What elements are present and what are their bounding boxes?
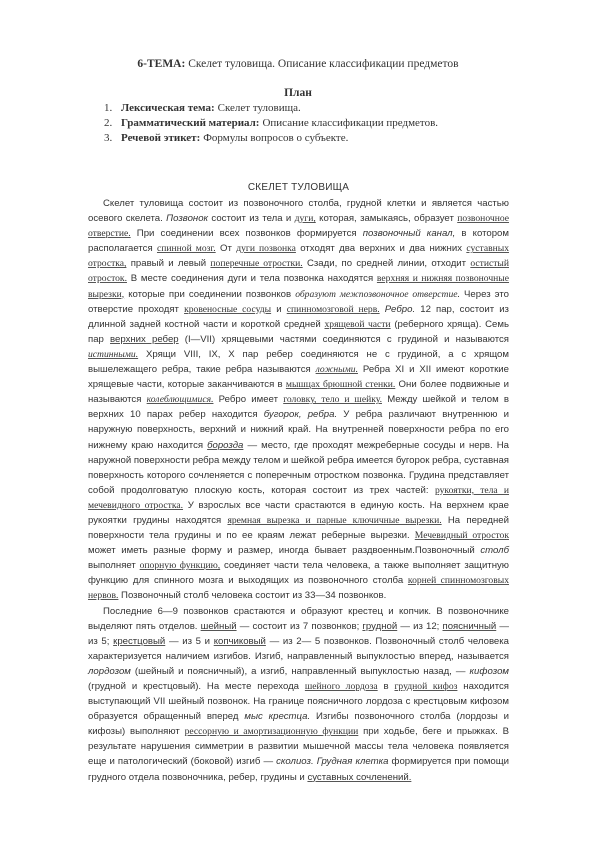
styled-term: дуги, bbox=[294, 213, 316, 225]
styled-term: истинными. bbox=[88, 348, 139, 360]
styled-term: борозда bbox=[207, 439, 244, 451]
text-run: У ребра различают внутреннюю и наружную поверхность, верхний и нижний край. На внутренней поверхности ребра по его нижнему краю находится bbox=[88, 409, 510, 451]
text-run: При соединении всех позвонков формируется bbox=[130, 228, 363, 240]
text-run: (I—VII) хрящевыми частями соединяются с грудиной и называются bbox=[178, 333, 509, 345]
styled-term: образуют межпозвоночное отверстие. bbox=[295, 288, 460, 300]
text-run: — из 5 и bbox=[165, 635, 214, 647]
text-run: От bbox=[215, 243, 237, 255]
plan-item-text: Описание классификации предметов. bbox=[262, 117, 439, 129]
styled-term: рессорную и амортизационную функции bbox=[184, 726, 359, 738]
plan-item bbox=[104, 116, 596, 131]
text-run: при ходьбе, беге и прыжках. В результате нарушения симметрии в развитии мышечной массы тела человека появляется еще и патологический (боковой) изгиб — bbox=[88, 726, 510, 768]
styled-term: спинной мозг. bbox=[156, 243, 216, 255]
styled-term: колеблющимися. bbox=[146, 394, 214, 406]
styled-term: спинномозговой нерв. bbox=[286, 303, 380, 315]
text-run: в котором располагается bbox=[88, 228, 509, 255]
topic-title bbox=[0, 58, 596, 70]
text-run: — место, где проходят межреберные сосуды и нерв. На наружной поверхности ребра между телом и шейкой ребра имеется бугорок ребра, суставная поверхность которого сочленяется с поперечным отростком позвонка. Грудина представляет собой продолговатую плоскую кость, которая состоит из трех частей: bbox=[88, 439, 509, 496]
page-header bbox=[0, 58, 596, 146]
styled-term: опорную функцию, bbox=[139, 560, 221, 572]
topic-text: Скелет туловища. Описание классификации предметов bbox=[188, 58, 459, 70]
styled-term: корней спинномозговых нервов. bbox=[88, 575, 510, 602]
plan-item-text: Скелет туловища. bbox=[217, 102, 301, 114]
styled-term: кровеносные сосуды bbox=[184, 303, 272, 315]
plan-item-number: 3. bbox=[104, 132, 113, 144]
text-run: может иметь разные форму и размер, иногда бывает раздвоенным.Позвоночный bbox=[88, 545, 481, 557]
topic-label: 6-ТЕМА: bbox=[137, 58, 186, 70]
styled-term: верхняя и нижняя позвоночные вырезки, bbox=[88, 273, 509, 300]
section-title: СКЕЛЕТ ТУЛОВИЩА bbox=[247, 182, 350, 193]
text-run: На передней поверхности тела грудины и по ее краям лежат реберные вырезки. bbox=[88, 514, 509, 542]
plan-title: План bbox=[284, 87, 312, 99]
text-run: (реберного хряща). Семь пар bbox=[88, 318, 509, 345]
text-run: (грудной и крестцовый). На месте перехода bbox=[88, 681, 305, 692]
styled-term: Грудная клетка bbox=[316, 756, 389, 768]
text-run: Ребра XI и XII имеют короткие хрящевые части, которые заканчиваются в bbox=[88, 364, 509, 391]
text-run: 12 пар, состоит из длинной задней костной части и короткой средней bbox=[88, 303, 509, 330]
styled-term: яремная вырезка и парные ключичные вырезки. bbox=[227, 514, 442, 526]
styled-term: суставных отростка, bbox=[88, 243, 509, 270]
text-run: — из 2— 5 позвонков. Позвоночный столб человека характеризуется наличием изгибов. Изгиб, направленный выпуклостью вперед, называется bbox=[88, 635, 510, 662]
text-run: выполняет bbox=[88, 560, 140, 572]
text-run: — из 12; bbox=[397, 620, 443, 632]
styled-term: ложными. bbox=[315, 364, 358, 376]
styled-term: лордозом bbox=[88, 665, 131, 677]
styled-term: копчиковый bbox=[213, 635, 266, 647]
styled-term: поперечные отростки. bbox=[210, 258, 303, 270]
styled-term: хрящевой части bbox=[324, 318, 391, 330]
plan-item-label: Речевой этикет: bbox=[121, 132, 201, 144]
text-run: (шейный и поясничный), а изгиб, направленный выпуклостью назад, — bbox=[130, 665, 470, 677]
styled-term: верхних ребер bbox=[110, 333, 179, 345]
text-run: в bbox=[377, 681, 395, 692]
styled-term: шейного лордоза bbox=[304, 681, 378, 692]
styled-term: остистый отросток. bbox=[88, 258, 509, 285]
styled-term: бугорок, ребра. bbox=[263, 409, 338, 421]
plan-item bbox=[104, 101, 596, 116]
text-run: У взрослых все части срастаются в единую кость. На верхнем крае рукоятки грудины находятся bbox=[88, 499, 509, 526]
text-run: — из 5; bbox=[88, 620, 509, 647]
text-run: Позвоночный столб человека состоит из 33—34 позвонков. bbox=[118, 590, 387, 602]
text-run: Скелет туловища состоит из позвоночного столба, грудной клетки и является частью осевого скелета. bbox=[88, 198, 509, 225]
styled-term: суставных сочленений. bbox=[307, 771, 412, 783]
styled-term: сколиоз. bbox=[276, 756, 314, 768]
styled-term: шейный bbox=[200, 620, 237, 632]
plan-item-label: Грамматический материал: bbox=[121, 117, 260, 129]
text-run: Ребро имеет bbox=[213, 394, 284, 406]
styled-term: грудной bbox=[362, 620, 398, 632]
main-text bbox=[88, 182, 509, 785]
plan-item-number: 2. bbox=[104, 117, 113, 129]
text-run: которые при соединении позвонков bbox=[124, 288, 296, 300]
text-run: Сзади, по средней линии, отходит bbox=[302, 258, 471, 270]
styled-term: Мечевидный отросток bbox=[414, 530, 509, 542]
plan-item-text: Формулы вопросов о субъекте. bbox=[203, 132, 349, 144]
plan-list bbox=[104, 101, 596, 146]
text-run: которая, замыкаясь, образует bbox=[315, 213, 458, 225]
styled-term: позвоночный канал, bbox=[362, 228, 456, 240]
styled-term: мыс крестца. bbox=[244, 711, 311, 723]
styled-term: дуги позвонка bbox=[236, 243, 296, 255]
text-run: Изгибы позвоночного столба (лордозы и кифозы) выполняют bbox=[88, 711, 509, 738]
text-run: состоит из тела и bbox=[208, 213, 295, 225]
styled-term: грудной кифоз bbox=[394, 681, 458, 692]
paragraph-2 bbox=[88, 604, 509, 785]
text-run: В месте соединения дуги и тела позвонка находятся bbox=[127, 273, 377, 285]
text-run: Они более подвижные и называются bbox=[88, 379, 509, 406]
text-run: соединяет части тела человека, а также выполняет защитную функцию для спинного мозга и выходящих из позвоночного столба bbox=[88, 560, 509, 587]
text-run: Через это отверстие проходят bbox=[88, 288, 509, 315]
text-run: — состоит из 7 позвонков; bbox=[236, 620, 363, 632]
text-run: и bbox=[271, 303, 287, 315]
plan-item-label: Лексическая тема: bbox=[121, 102, 215, 114]
styled-term: кифозом bbox=[469, 665, 509, 677]
styled-term: Позвонок bbox=[166, 213, 209, 225]
styled-term: рукоятки, тела и мечевидного отростка. bbox=[88, 484, 510, 511]
plan-item bbox=[104, 131, 596, 146]
paragraph-1 bbox=[88, 196, 509, 604]
text-run: Между шейкой и телом в верхних 10 парах ребер находится bbox=[88, 394, 509, 421]
text-run: правый и левый bbox=[126, 258, 211, 270]
text-run: отходят два верхних и два нижних bbox=[295, 243, 467, 255]
styled-term: крестцовый bbox=[113, 635, 166, 647]
styled-term: столб bbox=[480, 545, 509, 557]
plan-item-number: 1. bbox=[104, 102, 113, 114]
styled-term: позвоночное отверстие. bbox=[88, 213, 509, 240]
styled-term: головку, тело и шейку. bbox=[283, 394, 382, 406]
styled-term: поясничный bbox=[442, 620, 497, 632]
text-run: Хрящи VIII, IX, X пар ребер соединяются не с грудиной, а с хрящом вышележащего ребра, такие ребра называются bbox=[88, 348, 509, 376]
text-run: Последние 6—9 позвонков срастаются и образуют крестец и копчик. В позвоночнике выделяют пять отделов. bbox=[88, 605, 509, 632]
text-run: находится выступающий VII шейный позвонок. На границе поясничного лордоза с крестцовым кифозом образуется обращенный вперед bbox=[88, 681, 509, 723]
text-run: формируется при помощи грудного отдела позвоночника, ребер, грудины и bbox=[88, 756, 510, 783]
styled-term: Ребро. bbox=[384, 303, 416, 315]
styled-term: мышцах брюшной стенки. bbox=[285, 379, 396, 391]
